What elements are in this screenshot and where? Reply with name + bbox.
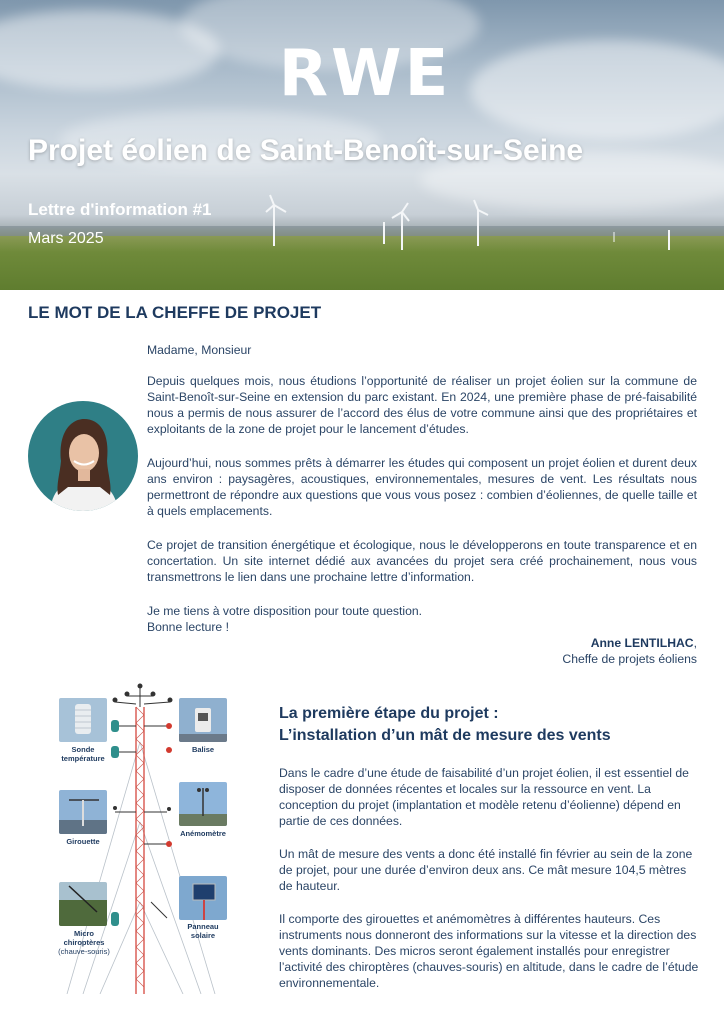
signature-name: Anne LENTILHAC: [590, 636, 694, 650]
label-bat-microphone-sub: (chauve-souris): [58, 947, 110, 956]
rwe-logo: RWE: [278, 37, 452, 111]
page-title: Projet éolien de Saint-Benoît-sur-Seine: [28, 134, 584, 167]
signature: Anne LENTILHAC,: [590, 636, 697, 650]
mast-paragraph-3: Il comporte des girouettes et anémomètres à différentes hauteurs. Ces instruments nous donneront des informations sur la vitesse et la direction des vents dominants. Des micros seront également installés pour enregistrer l’activité des chiroptères (chauves-souris) en altitude, dans le cadre de l’étude environnementale.: [279, 912, 699, 990]
intro-paragraph-3: Ce projet de transition énergétique et écologique, nous le développerons en toute transparence et en concertation. Un site internet dédié aux avancées du projet sera créé prochainement, nous vous transmettrons le lien dans une prochaine lettre d’information.: [147, 538, 697, 584]
label-anemometer: Anémomètre: [180, 829, 226, 838]
intro-paragraph-2: Aujourd’hui, nous sommes prêts à démarrer les études qui composent un projet éolien et durent deux ans environ : paysagères, acoustiques, environnementales, mesures de vent. Les résultats nous permettront de répondre aux questions que vous vous posez : combien d’éoliennes, de quelle taille et à quels emplacements.: [147, 456, 697, 518]
project-manager-portrait: [28, 401, 138, 511]
label-beacon: Balise: [191, 745, 215, 754]
section-title-first-step: [279, 703, 611, 747]
label-wind-vane: Girouette: [66, 837, 100, 846]
signature-role: Cheffe de projets éoliens: [562, 652, 697, 666]
section-title-line-2: L’installation d’un mât de mesure des vents: [279, 727, 611, 744]
label-temperature-probe: Sonde température: [61, 745, 105, 763]
publication-date: Mars 2025: [28, 230, 104, 247]
solar-panel-photo: [179, 876, 227, 920]
closing-line-2: Bonne lecture !: [147, 620, 229, 634]
hero-banner: [0, 0, 724, 290]
label-solar-panel: Panneau solaire: [187, 922, 219, 940]
measurement-mast-diagram: [55, 682, 230, 994]
section-title-line-1: La première étape du projet :: [279, 705, 499, 722]
beacon-photo: [179, 698, 227, 742]
mast-paragraph-2: Un mât de mesure des vents a donc été installé fin février au sein de la zone de projet, pour une durée d’environ deux ans. Ce mât mesure 104,5 mètres de hauteur.: [279, 847, 693, 893]
mast-paragraph-1: Dans le cadre d’une étude de faisabilité d’un projet éolien, il est essentiel de disposer de données récentes et locales sur la ressource en vent. La conception du projet (implantation et modèle retenu d’éolienne) dépend en partie de ces données.: [279, 766, 689, 828]
label-bat-microphone-main: Micro chiroptères: [63, 929, 105, 947]
intro-paragraph-1: Depuis quelques mois, nous étudions l’opportunité de réaliser un projet éolien sur la commune de Saint-Benoît-sur-Seine en extension du parc existant. En 2024, une première phase de pré-faisabilité nous a permis de nous assurer de l’accord des élus de votre commune ainsi que des propriétaires et exploitants de la zone de projet pour le lancement d’études.: [147, 374, 697, 436]
section-title-project-manager: LE MOT DE LA CHEFFE DE PROJET: [28, 303, 322, 322]
wind-vane-photo: [59, 790, 107, 834]
greeting: Madame, Monsieur: [147, 343, 252, 357]
newsletter-number: Lettre d'information #1: [28, 200, 212, 219]
closing-line-1: Je me tiens à votre disposition pour toute question.: [147, 604, 423, 618]
bat-microphone-photo: [59, 882, 107, 926]
anemometer-photo: [179, 782, 227, 826]
label-bat-microphone: [55, 929, 113, 956]
temperature-probe-photo: [59, 698, 107, 742]
